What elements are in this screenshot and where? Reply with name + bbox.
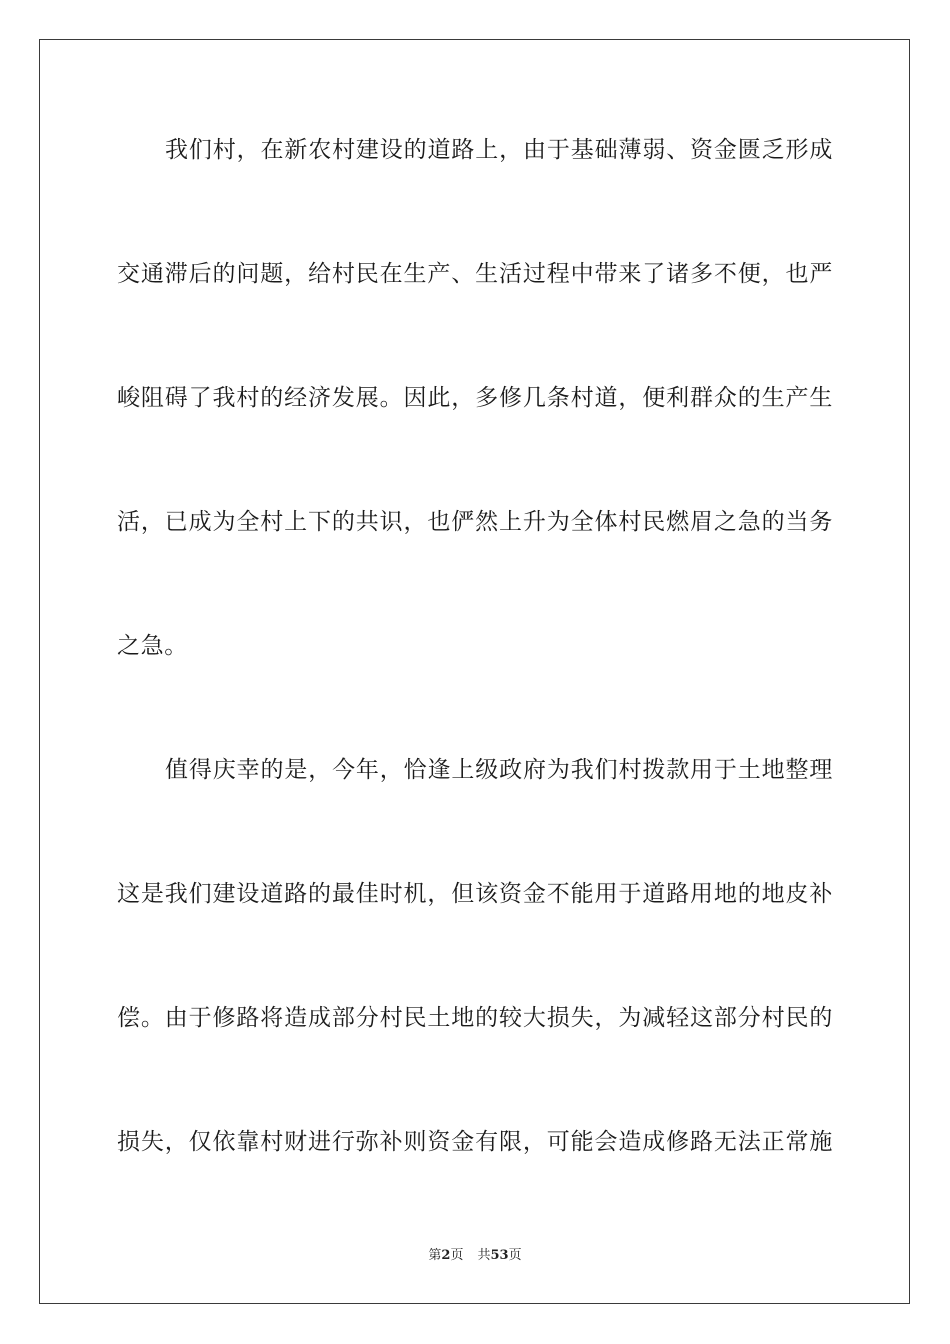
paragraph-1-line-4: 活，已成为全村上下的共识，也俨然上升为全体村民燃眉之急的当务 (117, 509, 833, 535)
paragraph-1-line-5: 之急。 (117, 633, 188, 659)
paragraph-1-line-1: 我们村，在新农村建设的道路上，由于基础薄弱、资金匮乏形成 (165, 137, 833, 163)
page-footer (0, 1247, 950, 1265)
page-suffix: 页 (450, 1248, 464, 1263)
total-suffix: 页 (508, 1248, 522, 1263)
page-border (39, 39, 910, 1304)
paragraph-1-line-2: 交通滞后的问题，给村民在生产、生活过程中带来了诸多不便，也严 (117, 261, 833, 287)
total-prefix: 共 (477, 1248, 491, 1263)
paragraph-1-line-3: 峻阻碍了我村的经济发展。因此，多修几条村道，便利群众的生产生 (117, 385, 833, 411)
paragraph-2-line-2: 这是我们建设道路的最佳时机，但该资金不能用于道路用地的地皮补 (117, 881, 833, 907)
paragraph-2-line-3: 偿。由于修路将造成部分村民土地的较大损失，为减轻这部分村民的 (117, 1005, 833, 1031)
paragraph-2-line-4: 损失，仅依靠村财进行弥补则资金有限，可能会造成修路无法正常施 (117, 1129, 833, 1155)
paragraph-2-line-1: 值得庆幸的是，今年，恰逢上级政府为我们村拨款用于土地整理 (165, 757, 833, 783)
page-prefix: 第 (428, 1248, 442, 1263)
page-number: 2 (441, 1248, 451, 1263)
total-pages: 53 (490, 1248, 509, 1263)
